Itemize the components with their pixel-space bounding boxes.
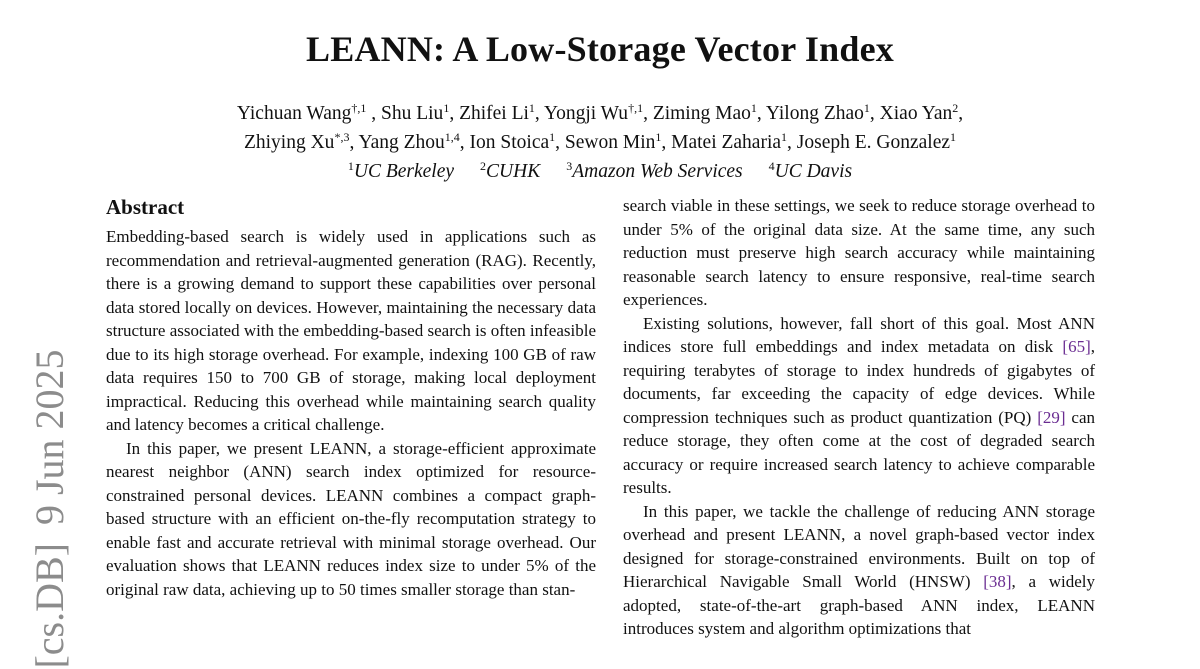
paragraph-text: In this paper, we present LEANN, a storage-efficient approximate nearest neighbor (ANN) search index optimized for resource-constrained personal devices. LEANN combines a compact graph-based structure with an efficient on-the-fly recomputation strategy to enable fast and accurate retrieval with minimal storage overhead. Our evaluation shows that LEANN reduces index size to under 5% of the original raw data, achieving up to 50 times smaller storage than stan- — [106, 438, 596, 599]
author-affiliation-mark: 1 — [863, 101, 870, 115]
citation-link[interactable]: [29] — [1037, 407, 1066, 427]
author-affiliation-mark: 1 — [549, 130, 556, 144]
affiliation-number: 2 — [480, 159, 487, 173]
affiliation-name: Amazon Web Services — [572, 161, 743, 182]
author-affiliation-mark: *,3 — [334, 130, 350, 144]
affiliation-number: 1 — [347, 159, 354, 173]
author-name: , Ziming Mao — [643, 103, 751, 124]
author-line-2 — [0, 129, 1200, 158]
affiliation-name: CUHK — [486, 161, 541, 182]
paragraph-text: can reduce storage, they often come at the cost of degraded search accuracy or require increased search latency to achieve comparable results. — [623, 407, 1095, 497]
affiliations — [0, 158, 1200, 187]
author-name: , Ion Stoica — [459, 132, 550, 153]
paragraph — [106, 437, 596, 602]
abstract-heading: Abstract — [106, 195, 185, 219]
author-name: , Matei Zaharia — [661, 132, 782, 153]
author-affiliation-mark: 1 — [750, 101, 757, 115]
left-column — [106, 194, 596, 601]
author-affiliation-mark: 1,4 — [444, 130, 460, 144]
author-name: , Sewon Min — [555, 132, 656, 153]
citation-link[interactable]: [65] — [1062, 337, 1091, 356]
citation-link[interactable]: [38] — [983, 572, 1012, 591]
author-affiliation-mark: 1 — [781, 130, 788, 144]
author-affiliation-mark: 1 — [528, 101, 535, 115]
paragraph — [623, 500, 1095, 641]
author-name: Zhiying Xu — [243, 132, 335, 153]
paragraph-text: Existing solutions, however, fall short of this goal. Most ANN indices store full embeddings and index metadata on disk — [623, 313, 1095, 356]
paragraph-text: In this paper, we tackle the challenge of reducing ANN storage overhead and present LEANN, a novel graph-based vector index designed for storage-constrained environments. Built on top of Hierarchical Navigable Small World (HNSW) — [623, 501, 1095, 591]
author-block — [0, 100, 1200, 187]
paragraph-text: Embedding-based search is widely used in applications such as recommendation and retrieval-augmented generation (RAG). Recently, there is a growing demand to support these capabilities over personal data stored locally on devices. However, maintaining the necessary data structure associated with the embedding-based search is often infeasible due to its high storage overhead. For example, indexing 100 GB of raw data requires 150 to 700 GB of storage, making local deployment impractical. Reducing this overhead while maintaining search quality and latency becomes a critical challenge. — [106, 227, 596, 434]
paper-title: LEANN: A Low-Storage Vector Index — [306, 29, 894, 69]
affiliation — [348, 161, 454, 182]
author-affiliation-mark: †,1 — [351, 101, 367, 115]
author-name: , Joseph E. Gonzalez — [787, 132, 951, 153]
paragraph-text: search viable in these settings, we seek to reduce storage overhead to under 5% of the original data size. At the same time, any such reduction must preserve high search accuracy while maintaining reasonable search latency to ensure responsive, real-time search experiences. — [623, 196, 1095, 309]
author-affiliation-mark: †,1 — [628, 101, 644, 115]
paragraph — [106, 225, 596, 437]
affiliation — [566, 161, 742, 182]
author-affiliation-mark: 1 — [655, 130, 662, 144]
author-affiliation-mark: 1 — [443, 101, 450, 115]
author-affiliation-mark: 2 — [952, 101, 959, 115]
affiliation-number: 3 — [566, 159, 573, 173]
affiliation — [480, 161, 540, 182]
paragraph — [623, 312, 1095, 500]
affiliation-name: UC Berkeley — [353, 161, 455, 182]
affiliation-number: 4 — [768, 159, 775, 173]
paragraph-text: , a widely adopted, state-of-the-art graph-based ANN index, LEANN introduces system and algorithm optimizations that — [623, 572, 1095, 638]
paragraph — [623, 194, 1095, 312]
arxiv-sidebar — [27, 349, 72, 669]
arxiv-category: [cs.DB] — [27, 543, 72, 669]
author-name: Yichuan Wang — [236, 103, 352, 124]
arxiv-date: 9 Jun 2025 — [27, 349, 72, 526]
author-name: , Zhifei Li — [449, 103, 529, 124]
author-name: , Shu Liu — [366, 103, 444, 124]
author-name: , Xiao Yan — [869, 103, 953, 124]
left-column-body — [106, 225, 596, 601]
author-line-1 — [0, 100, 1200, 129]
arxiv-stamp — [27, 331, 72, 669]
right-column-body — [623, 194, 1095, 641]
paragraph-text: , requiring terabytes of storage to index hundreds of gigabytes of documents, far exceeding the capacity of edge devices. While compression techniques such as product quantization (PQ) — [623, 337, 1095, 427]
affiliation-name: UC Davis — [774, 161, 853, 182]
author-affiliation-mark: 1 — [950, 130, 957, 144]
author-name: , — [958, 103, 964, 124]
author-name: , Yongji Wu — [534, 103, 629, 124]
right-column — [623, 194, 1095, 641]
author-name: , Yang Zhou — [349, 132, 445, 153]
author-name: , Yilong Zhao — [756, 103, 864, 124]
affiliation — [769, 161, 852, 182]
